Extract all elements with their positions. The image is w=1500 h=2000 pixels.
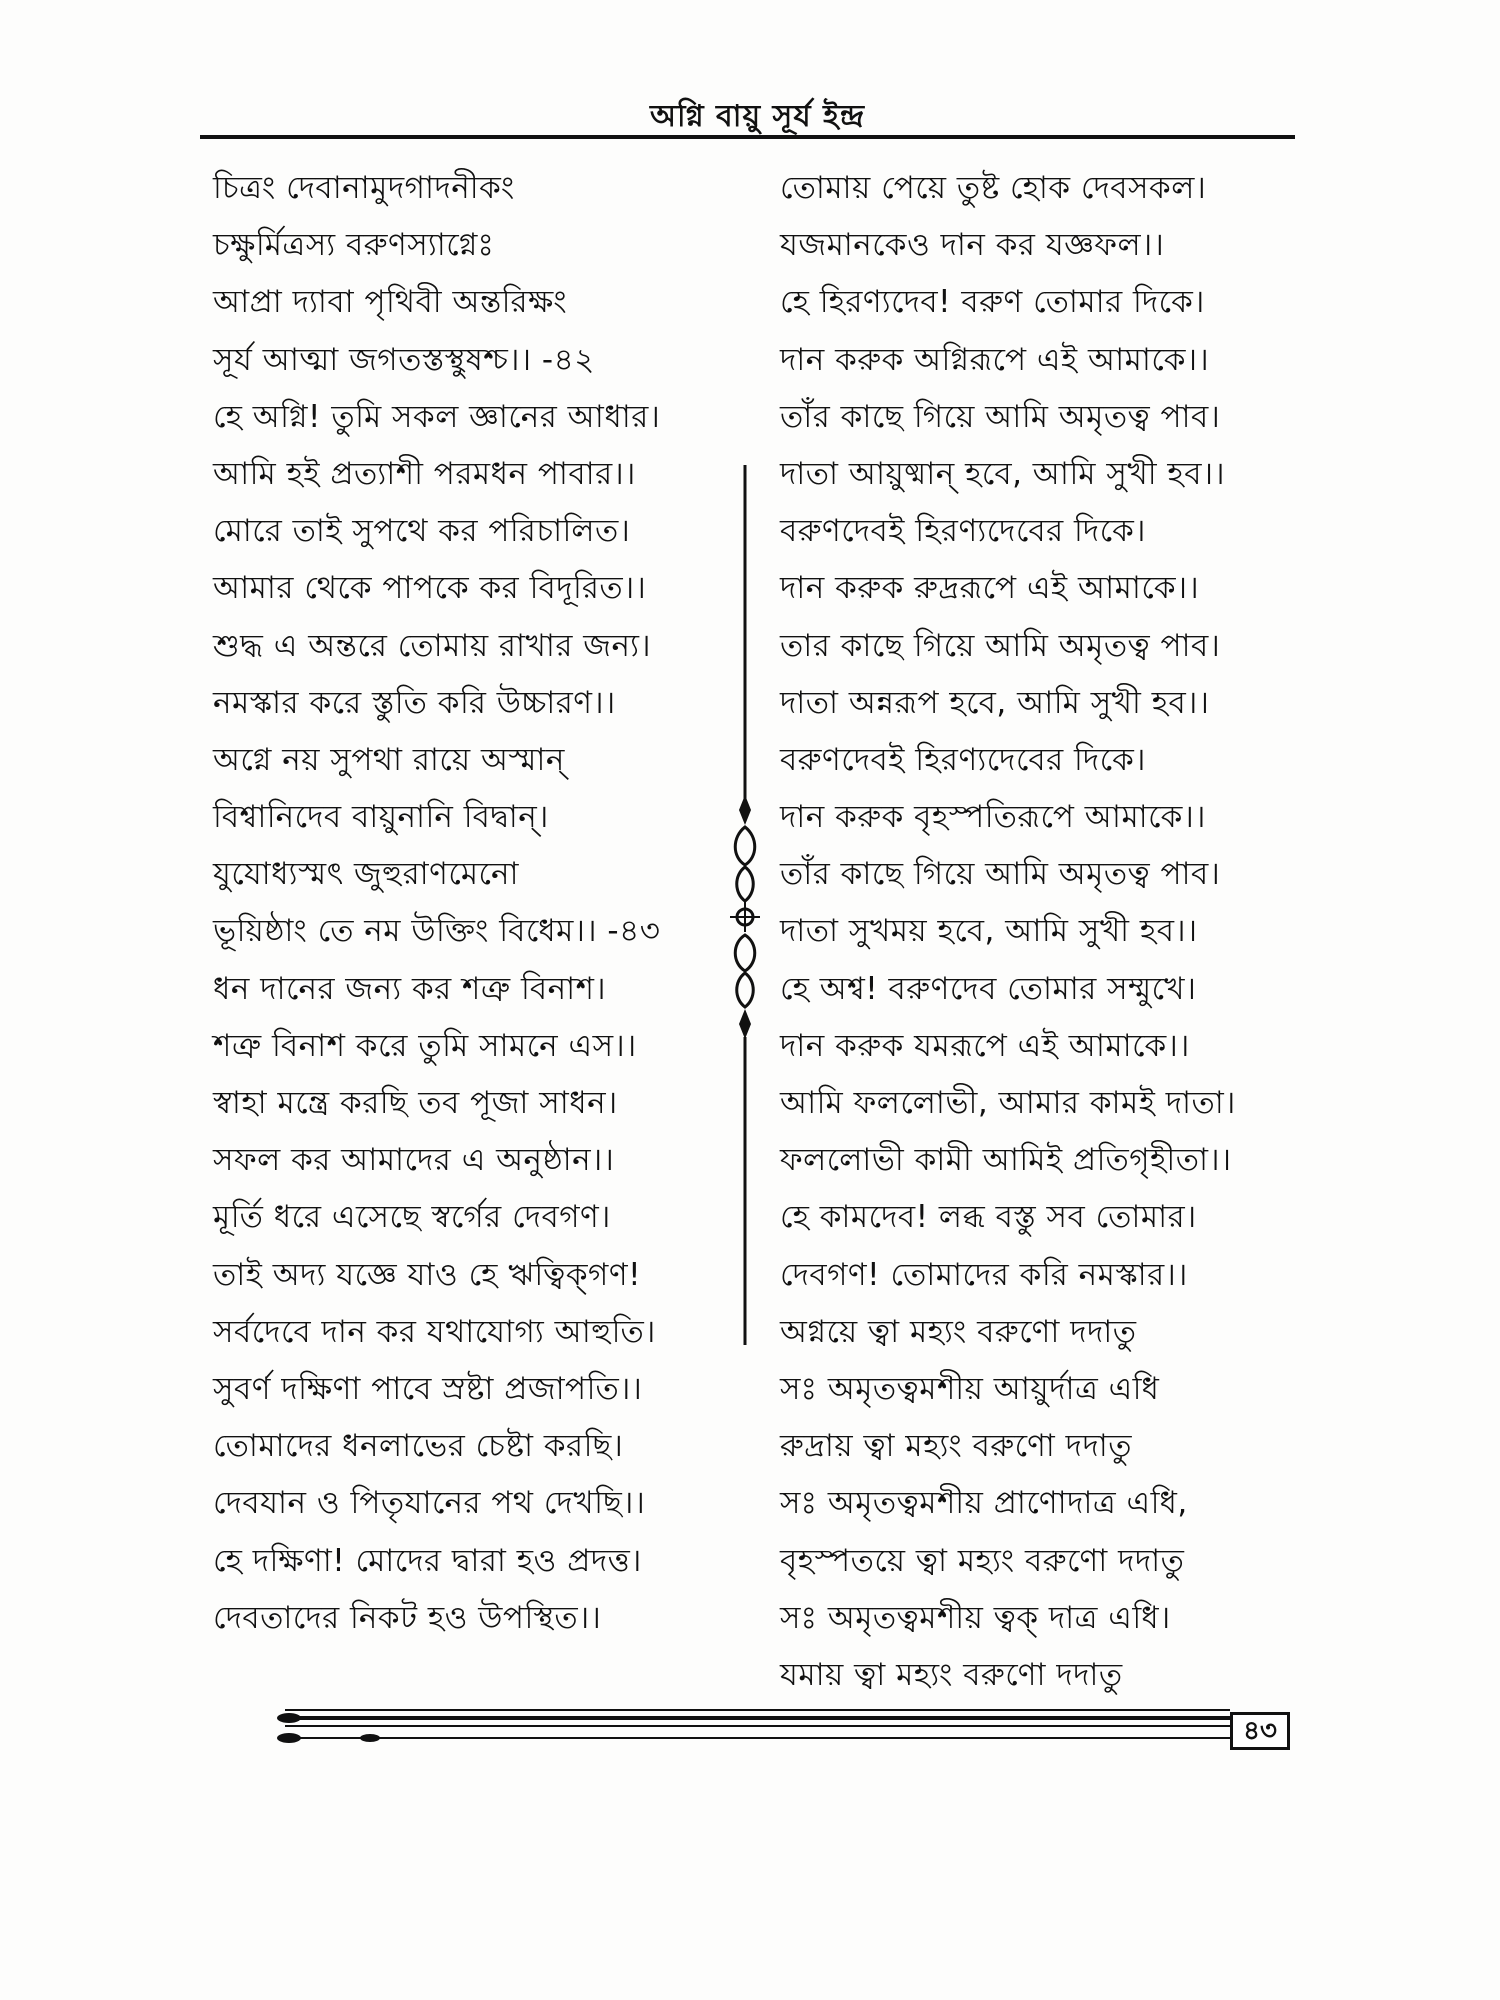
verse-line: সর্বদেবে দান কর যথাযোগ্য আহুতি। [213, 1313, 656, 1350]
left-column [213, 160, 733, 1647]
verse-line: দেবগণ! তোমাদের করি নমস্কার।। [780, 1256, 1188, 1293]
verse-line: ভূয়িষ্ঠাং তে নম উক্তিং বিধেম।। -৪৩ [213, 913, 661, 950]
verse-line: তাঁর কাছে গিয়ে আমি অমৃতত্ব পাব। [780, 856, 1221, 893]
verse-line: তাঁর কাছে গিয়ে আমি অমৃতত্ব পাব। [780, 398, 1221, 435]
verse-line: যমায় ত্বা মহ্যং বরুণো দদাতু [780, 1656, 1123, 1693]
verse-line: দান করুক অগ্নিরূপে এই আমাকে।। [780, 341, 1210, 378]
verse-line: অগ্নে নয় সুপথা রায়ে অস্মান্ [213, 741, 565, 778]
verse-line: সঃ অমৃতত্বমশীয় আয়ুর্দাত্র এধি [780, 1370, 1160, 1407]
verse-line: আমার থেকে পাপকে কর বিদূরিত।। [213, 570, 647, 607]
verse-line: হে অশ্ব! বরুণদেব তোমার সম্মুখে। [780, 970, 1197, 1007]
verse-line: দেবতাদের নিকট হও উপস্থিত।। [213, 1599, 602, 1636]
verse-line: আমি হই প্রত্যাশী পরমধন পাবার।। [213, 455, 636, 492]
verse-line: হে অগ্নি! তুমি সকল জ্ঞানের আধার। [213, 398, 661, 435]
verse-line: নমস্কার করে স্তুতি করি উচ্চারণ।। [213, 684, 616, 721]
verse-line: হে হিরণ্যদেব! বরুণ তোমার দিকে। [780, 284, 1205, 321]
verse-line: দেবযান ও পিতৃযানের পথ দেখছি।। [213, 1485, 646, 1522]
column-divider-ornament [720, 465, 770, 1345]
verse-line: তাই অদ্য যজ্ঞে যাও হে ঋত্বিক্গণ! [213, 1256, 642, 1293]
page-number: ৪৩ [1230, 1712, 1290, 1750]
verse-line: বরুণদেবই হিরণ্যদেবের দিকে। [780, 741, 1146, 778]
verse-line: চক্ষুর্মিত্রস্য বরুণস্যাগ্নেঃ [213, 227, 495, 264]
verse-line: দান করুক যমরূপে এই আমাকে।। [780, 1027, 1190, 1064]
verse-line: শুদ্ধ এ অন্তরে তোমায় রাখার জন্য। [213, 627, 652, 664]
verse-line: তোমাদের ধনলাভের চেষ্টা করছি। [213, 1428, 624, 1465]
verse-line: দাতা আয়ুষ্মান্ হবে, আমি সুখী হব।। [780, 455, 1226, 492]
verse-line: অগ্নয়ে ত্বা মহ্যং বরুণো দদাতু [780, 1313, 1137, 1350]
right-column [780, 160, 1300, 1704]
verse-line: সঃ অমৃতত্বমশীয় প্রাণোদাত্র এধি, [780, 1485, 1188, 1522]
verse-line: তার কাছে গিয়ে আমি অমৃতত্ব পাব। [780, 627, 1221, 664]
verse-line: দান করুক রুদ্ররূপে এই আমাকে।। [780, 570, 1200, 607]
verse-line: সুবর্ণ দক্ষিণা পাবে স্রষ্টা প্রজাপতি।। [213, 1370, 643, 1407]
verse-line: সফল কর আমাদের এ অনুষ্ঠান।। [213, 1142, 615, 1179]
verse-line: যজমানকেও দান কর যজ্ঞফল।। [780, 227, 1165, 264]
verse-line: হে কামদেব! লব্ধ বস্তু সব তোমার। [780, 1199, 1197, 1236]
verse-line: চিত্রং দেবানামুদগাদনীকং [213, 170, 515, 206]
verse-line: রুদ্রায় ত্বা মহ্যং বরুণো দদাতু [780, 1428, 1132, 1465]
verse-line: তোমায় পেয়ে তুষ্ট হোক দেবসকল। [780, 170, 1207, 206]
footer-ornamental-rule [275, 1700, 1235, 1750]
verse-line: ধন দানের জন্য কর শত্রু বিনাশ। [213, 970, 607, 1007]
verse-line: স্বাহা মন্ত্রে করছি তব পূজা সাধন। [213, 1085, 618, 1121]
verse-line: সূর্য আত্মা জগতস্তস্থুষশ্চ।। -৪২ [213, 341, 595, 378]
verse-line: ফললোভী কামী আমিই প্রতিগৃহীতা।। [780, 1142, 1232, 1179]
verse-line: বৃহস্পতয়ে ত্বা মহ্যং বরুণো দদাতু [780, 1542, 1185, 1579]
header-rule [200, 135, 1295, 139]
verse-line: দাতা সুখময় হবে, আমি সুখী হব।। [780, 913, 1198, 950]
verse-line: যুযোধ্যস্মৎ জুহুরাণমেনো [213, 856, 519, 893]
verse-line: আমি ফললোভী, আমার কামই দাতা। [780, 1085, 1236, 1121]
verse-line: হে দক্ষিণা! মোদের দ্বারা হও প্রদত্ত। [213, 1542, 642, 1579]
verse-line: সঃ অমৃতত্বমশীয় ত্বক্ দাত্র এধি। [780, 1599, 1171, 1636]
verse-line: মোরে তাই সুপথে কর পরিচালিত। [213, 513, 631, 550]
verse-line: দান করুক বৃহস্পতিরূপে আমাকে।। [780, 799, 1206, 836]
verse-line: বরুণদেবই হিরণ্যদেবের দিকে। [780, 513, 1146, 550]
verse-line: আপ্রা দ্যাবা পৃথিবী অন্তরিক্ষং [213, 284, 568, 321]
verse-line: মূর্তি ধরে এসেছে স্বর্গের দেবগণ। [213, 1199, 611, 1236]
verse-line: শত্রু বিনাশ করে তুমি সামনে এস।। [213, 1027, 637, 1064]
verse-line: দাতা অন্নরূপ হবে, আমি সুখী হব।। [780, 684, 1210, 721]
verse-line: বিশ্বানিদেব বায়ুনানি বিদ্বান্। [213, 799, 549, 836]
running-head-title: অগ্নি বায়ু সূর্য ইন্দ্র [650, 99, 865, 134]
